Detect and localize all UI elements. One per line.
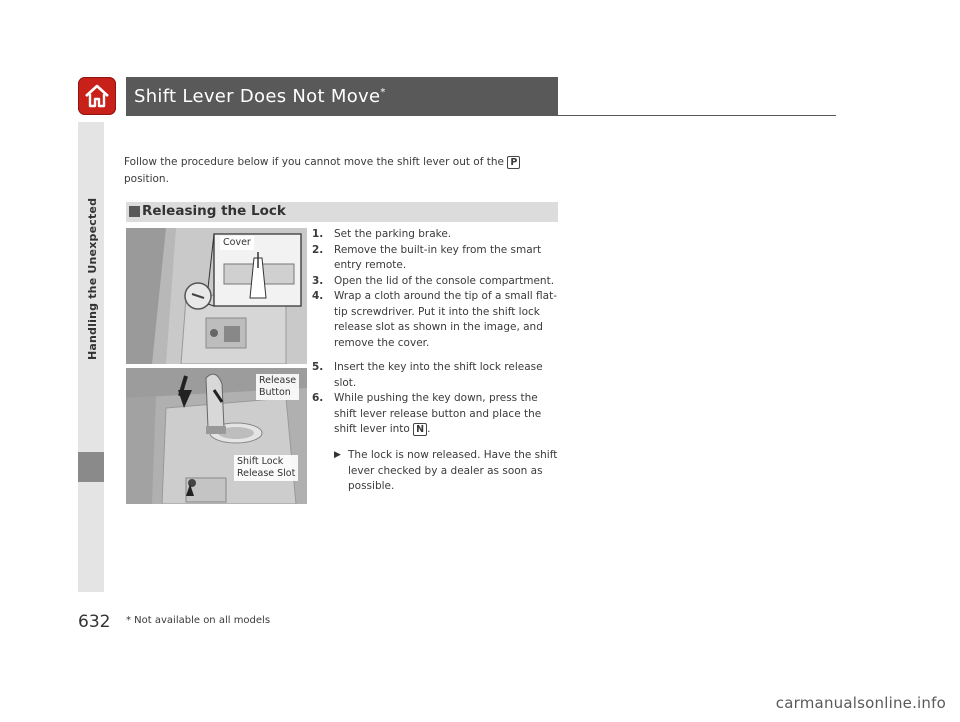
page-title xyxy=(134,86,386,107)
callout-cover: Cover xyxy=(220,236,254,250)
figure-cover-removal xyxy=(126,228,307,364)
page-title-bar xyxy=(126,77,558,115)
callout-shift-lock-slot-line1: Shift Lock xyxy=(237,456,284,467)
step-number: 6. xyxy=(312,392,324,404)
sidebar-current-tab[interactable] xyxy=(78,452,104,482)
footnote-mark: * xyxy=(380,87,386,98)
sidebar-section-label[interactable]: Handling the Unexpected xyxy=(86,197,99,360)
console-illustration xyxy=(126,228,307,364)
step-text: Remove the built-in key from the smart entry remote. xyxy=(334,243,542,271)
callout-shift-lock-slot-line2: Release Slot xyxy=(237,468,296,479)
step-text: While pushing the key down, press the shift lever release button and place the shift lever into xyxy=(334,392,542,435)
step-6 xyxy=(312,391,562,438)
key-p-indicator: P xyxy=(507,156,520,169)
section-title: Releasing the Lock xyxy=(142,203,286,219)
step-1 xyxy=(312,227,562,243)
step-5 xyxy=(312,360,562,391)
callout-release-button xyxy=(256,374,299,400)
home-icon xyxy=(83,82,111,110)
intro-text-end: position. xyxy=(124,173,169,185)
callout-release-button-line2: Button xyxy=(259,387,291,398)
step-result xyxy=(312,448,562,495)
step-2 xyxy=(312,243,562,274)
home-button[interactable] xyxy=(78,77,116,115)
step-text: Open the lid of the console compartment. xyxy=(334,274,555,287)
sidebar-tab-track-lower xyxy=(78,482,104,592)
step-text: Set the parking brake. xyxy=(334,228,452,240)
result-text: The lock is now released. Have the shift lever checked by a dealer as soon as possible. xyxy=(348,449,558,492)
step-number: 1. xyxy=(312,228,324,240)
step-4 xyxy=(312,289,562,351)
key-n-indicator: N xyxy=(413,423,427,436)
intro-text: Follow the procedure below if you cannot move the shift lever out of the xyxy=(124,156,504,168)
callout-release-button-line1: Release xyxy=(259,375,297,386)
page-title-text: Shift Lever Does Not Move xyxy=(134,86,381,107)
watermark: carmanualsonline.info xyxy=(775,694,946,712)
result-arrow-icon: ▶ xyxy=(334,450,341,460)
intro-paragraph xyxy=(124,154,544,188)
section-header xyxy=(126,202,558,222)
procedure-steps xyxy=(312,227,562,505)
step-number: 3. xyxy=(312,274,324,287)
step-3 xyxy=(312,274,562,290)
step-text-end: . xyxy=(427,423,431,435)
figure-release-slot xyxy=(126,368,307,504)
step-text: Insert the key into the shift lock release slot. xyxy=(334,361,543,389)
page-number: 632 xyxy=(78,612,111,632)
step-number: 4. xyxy=(312,290,324,302)
title-divider xyxy=(126,115,836,116)
footnote: * Not available on all models xyxy=(126,615,271,626)
step-text: Wrap a cloth around the tip of a small flat-tip screwdriver. Put it into the shift lock release slot as shown in the image, and remove the cover. xyxy=(334,290,558,349)
step-number: 2. xyxy=(312,243,324,256)
section-bullet-icon xyxy=(129,206,140,217)
callout-shift-lock-slot xyxy=(234,455,298,481)
step-number: 5. xyxy=(312,361,324,373)
